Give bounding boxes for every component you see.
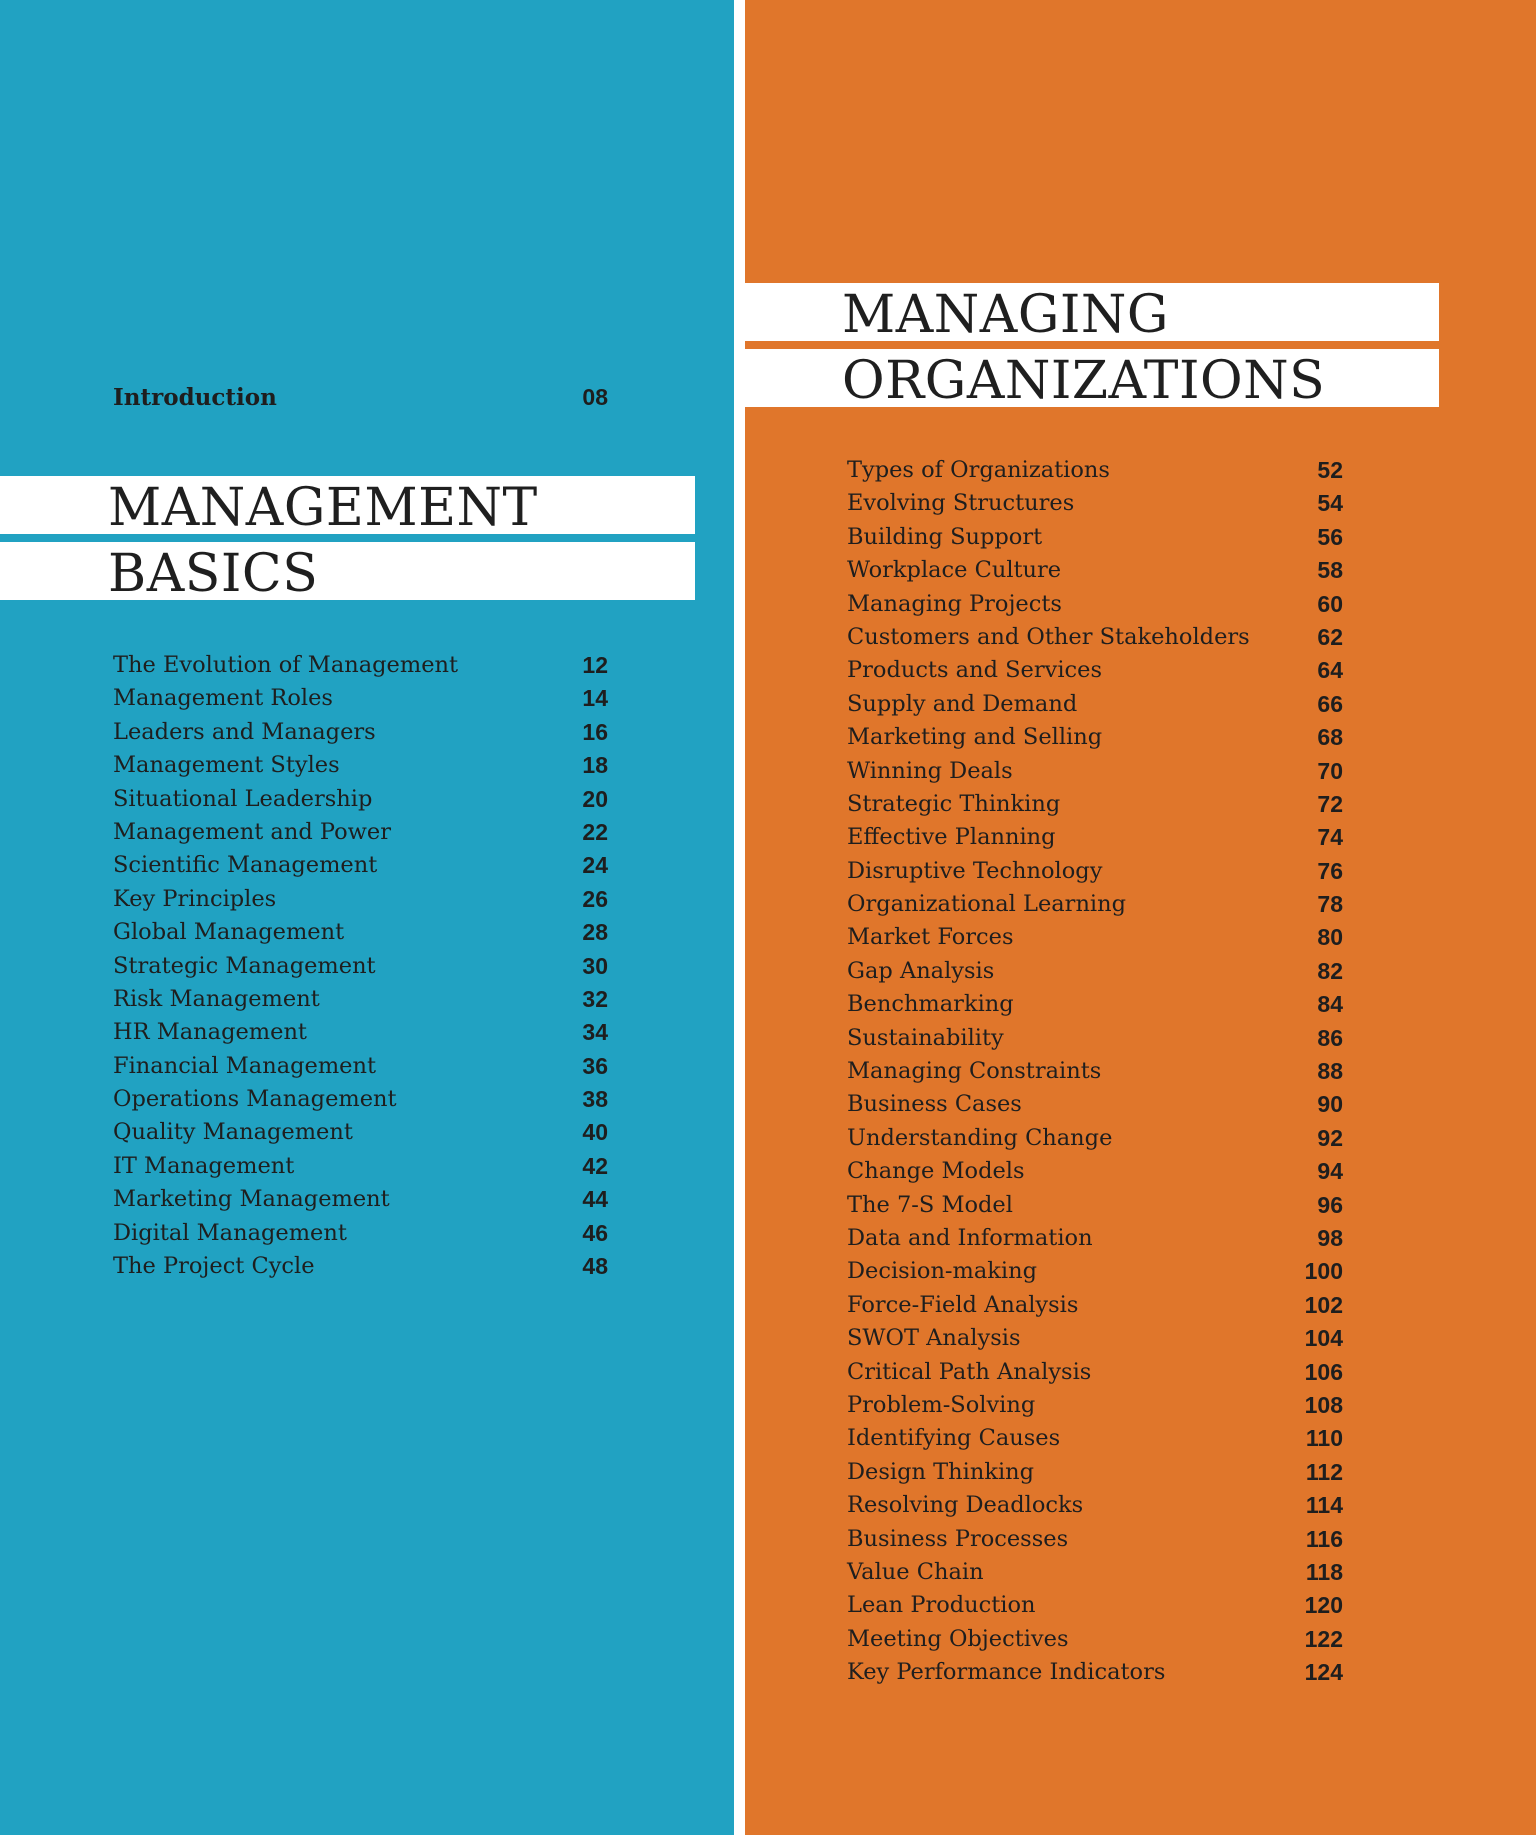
entry-page-number: 82 bbox=[1317, 957, 1343, 984]
entry-title: Marketing and Selling bbox=[847, 724, 1103, 751]
entry-page-number: 94 bbox=[1317, 1158, 1343, 1185]
toc-entry[interactable] bbox=[113, 850, 608, 883]
entry-page-number: 106 bbox=[1304, 1358, 1343, 1385]
entry-title: Financial Management bbox=[113, 1052, 377, 1079]
entry-title: Lean Production bbox=[847, 1592, 1036, 1619]
entry-page-number: 122 bbox=[1304, 1625, 1343, 1652]
entry-title: The Evolution of Management bbox=[113, 652, 459, 678]
toc-entry[interactable] bbox=[847, 522, 1343, 555]
toc-entry[interactable] bbox=[847, 1156, 1343, 1189]
toc-entry[interactable] bbox=[113, 951, 608, 984]
entry-title: Data and Information bbox=[847, 1224, 1093, 1251]
toc-entry[interactable] bbox=[847, 1590, 1343, 1623]
entry-page-number: 90 bbox=[1317, 1091, 1343, 1118]
toc-entry-introduction[interactable] bbox=[113, 384, 608, 414]
entry-page-number: 76 bbox=[1317, 857, 1343, 884]
entry-title: Meeting Objectives bbox=[847, 1625, 1069, 1652]
entry-title: Digital Management bbox=[113, 1219, 347, 1246]
entry-title: Sustainability bbox=[847, 1024, 1004, 1051]
entry-title: Value Chain bbox=[847, 1558, 984, 1585]
entry-title: Introduction bbox=[113, 384, 277, 411]
entry-title: Types of Organizations bbox=[847, 457, 1110, 483]
toc-entry[interactable] bbox=[113, 1017, 608, 1050]
toc-entry[interactable] bbox=[847, 455, 1343, 488]
entry-title: Resolving Deadlocks bbox=[847, 1492, 1084, 1519]
section-title-band-bottom bbox=[0, 542, 695, 604]
entry-title: Critical Path Analysis bbox=[847, 1358, 1092, 1385]
entry-title: Supply and Demand bbox=[847, 690, 1078, 717]
entry-title: Understanding Change bbox=[847, 1124, 1113, 1151]
entry-title: Global Management bbox=[113, 919, 345, 946]
entry-title: Building Support bbox=[847, 523, 1043, 550]
toc-entry[interactable] bbox=[847, 488, 1343, 521]
right-page bbox=[745, 0, 1536, 1835]
entry-title: Market Forces bbox=[847, 924, 1014, 951]
entry-title: Workplace Culture bbox=[847, 557, 1062, 584]
toc-entry[interactable] bbox=[847, 1457, 1343, 1490]
entry-title: Change Models bbox=[847, 1158, 1025, 1185]
toc-entry[interactable] bbox=[847, 1290, 1343, 1323]
entry-title: Management and Power bbox=[113, 818, 391, 845]
entry-title: Managing Constraints bbox=[847, 1058, 1102, 1085]
entry-title: HR Management bbox=[113, 1019, 307, 1046]
entry-page-number: 118 bbox=[1305, 1558, 1343, 1585]
toc-entry[interactable] bbox=[847, 555, 1343, 588]
entry-title: Identifying Causes bbox=[847, 1425, 1061, 1452]
entry-title: Organizational Learning bbox=[847, 891, 1127, 918]
entry-page-number: 116 bbox=[1305, 1525, 1343, 1552]
section-title-line2: BASICS bbox=[108, 544, 319, 604]
toc-entry[interactable] bbox=[113, 884, 608, 917]
entry-title: Management Roles bbox=[113, 685, 333, 712]
entry-page-number: 12 bbox=[582, 652, 608, 678]
entry-page-number: 60 bbox=[1317, 590, 1343, 617]
entry-page-number: 34 bbox=[582, 1019, 608, 1046]
entry-title: Key Principles bbox=[113, 885, 277, 912]
toc-entry[interactable] bbox=[847, 1223, 1343, 1256]
entry-page-number: 108 bbox=[1304, 1391, 1343, 1418]
toc-entry[interactable] bbox=[847, 622, 1343, 655]
entry-title: The Project Cycle bbox=[113, 1253, 315, 1280]
toc-entry[interactable] bbox=[113, 1218, 608, 1251]
entry-title: IT Management bbox=[113, 1152, 295, 1179]
entry-page-number: 88 bbox=[1317, 1058, 1343, 1085]
toc-entry[interactable] bbox=[113, 1051, 608, 1084]
toc-entry[interactable] bbox=[113, 683, 608, 716]
entry-title: Disruptive Technology bbox=[847, 857, 1103, 884]
toc-entry[interactable] bbox=[113, 784, 608, 817]
toc-entry[interactable] bbox=[113, 717, 608, 750]
entry-page-number: 40 bbox=[582, 1119, 608, 1146]
entry-page-number: 64 bbox=[1317, 657, 1343, 684]
entry-title: Management Styles bbox=[113, 752, 340, 779]
entry-page-number: 112 bbox=[1305, 1458, 1343, 1485]
entry-page-number: 110 bbox=[1305, 1425, 1343, 1452]
entry-page-number: 68 bbox=[1317, 724, 1343, 751]
entry-page-number: 104 bbox=[1304, 1325, 1343, 1352]
entry-page-number: 62 bbox=[1317, 623, 1343, 650]
toc-entry[interactable] bbox=[847, 1256, 1343, 1289]
entry-page-number: 36 bbox=[582, 1052, 608, 1079]
entry-title: Operations Management bbox=[113, 1086, 397, 1113]
entry-page-number: 66 bbox=[1317, 690, 1343, 717]
entry-page-number: 28 bbox=[582, 919, 608, 946]
entry-page-number: 14 bbox=[582, 685, 608, 712]
toc-entry[interactable] bbox=[847, 922, 1343, 955]
entry-title: Risk Management bbox=[113, 985, 320, 1012]
toc-entry[interactable] bbox=[847, 1624, 1343, 1657]
entry-page-number: 30 bbox=[582, 952, 608, 979]
toc-list-management-basics bbox=[113, 650, 608, 1284]
toc-entry[interactable] bbox=[847, 1423, 1343, 1456]
entry-title: Marketing Management bbox=[113, 1186, 390, 1213]
toc-entry[interactable] bbox=[847, 1657, 1343, 1690]
entry-title: Business Cases bbox=[847, 1091, 1022, 1118]
entry-page-number: 16 bbox=[582, 718, 608, 745]
toc-entry[interactable] bbox=[847, 1190, 1343, 1223]
entry-page-number: 08 bbox=[582, 384, 608, 410]
toc-entry[interactable] bbox=[847, 1390, 1343, 1423]
entry-page-number: 38 bbox=[582, 1086, 608, 1113]
entry-page-number: 100 bbox=[1304, 1258, 1343, 1285]
toc-entry[interactable] bbox=[847, 1123, 1343, 1156]
entry-page-number: 102 bbox=[1304, 1291, 1343, 1318]
section-title-line2: ORGANIZATIONS bbox=[842, 351, 1326, 411]
toc-entry[interactable] bbox=[847, 1323, 1343, 1356]
entry-page-number: 74 bbox=[1317, 824, 1343, 851]
toc-entry[interactable] bbox=[847, 989, 1343, 1022]
toc-entry[interactable] bbox=[847, 756, 1343, 789]
entry-page-number: 58 bbox=[1317, 557, 1343, 584]
entry-page-number: 52 bbox=[1317, 457, 1343, 483]
section-title-line1: MANAGING bbox=[842, 285, 1169, 345]
entry-page-number: 54 bbox=[1317, 490, 1343, 517]
toc-entry[interactable] bbox=[113, 817, 608, 850]
entry-title: Scientific Management bbox=[113, 852, 378, 879]
entry-page-number: 80 bbox=[1317, 924, 1343, 951]
toc-entry[interactable] bbox=[847, 956, 1343, 989]
toc-entry[interactable] bbox=[113, 650, 608, 683]
entry-title: Force-Field Analysis bbox=[847, 1291, 1079, 1318]
entry-title: Strategic Management bbox=[113, 952, 376, 979]
entry-page-number: 26 bbox=[582, 885, 608, 912]
entry-page-number: 56 bbox=[1317, 523, 1343, 550]
entry-page-number: 124 bbox=[1304, 1659, 1343, 1686]
entry-title: Key Performance Indicators bbox=[847, 1659, 1166, 1686]
entry-page-number: 32 bbox=[582, 985, 608, 1012]
entry-title: SWOT Analysis bbox=[847, 1325, 1021, 1352]
entry-title: Situational Leadership bbox=[113, 785, 373, 812]
entry-title: Decision-making bbox=[847, 1258, 1038, 1285]
toc-entry[interactable] bbox=[847, 722, 1343, 755]
toc-entry[interactable] bbox=[113, 750, 608, 783]
toc-list-managing-organizations bbox=[847, 455, 1343, 1690]
entry-title: Customers and Other Stakeholders bbox=[847, 623, 1250, 650]
entry-page-number: 98 bbox=[1317, 1224, 1343, 1251]
toc-entry[interactable] bbox=[847, 889, 1343, 922]
entry-page-number: 46 bbox=[582, 1219, 608, 1246]
entry-title: Gap Analysis bbox=[847, 957, 995, 984]
toc-entry[interactable] bbox=[113, 984, 608, 1017]
entry-page-number: 70 bbox=[1317, 757, 1343, 784]
entry-page-number: 22 bbox=[582, 818, 608, 845]
entry-title: Quality Management bbox=[113, 1119, 353, 1146]
entry-title: Winning Deals bbox=[847, 757, 1013, 784]
toc-entry[interactable] bbox=[847, 1524, 1343, 1557]
toc-entry[interactable] bbox=[847, 1490, 1343, 1523]
entry-page-number: 86 bbox=[1317, 1024, 1343, 1051]
entry-title: Evolving Structures bbox=[847, 490, 1075, 517]
entry-page-number: 78 bbox=[1317, 891, 1343, 918]
entry-title: Strategic Thinking bbox=[847, 790, 1061, 817]
toc-entry[interactable] bbox=[113, 1151, 608, 1184]
toc-entry[interactable] bbox=[847, 1023, 1343, 1056]
entry-title: Benchmarking bbox=[847, 991, 1014, 1018]
entry-page-number: 84 bbox=[1317, 991, 1343, 1018]
entry-page-number: 48 bbox=[582, 1253, 608, 1280]
toc-entry[interactable] bbox=[847, 822, 1343, 855]
toc-entry[interactable] bbox=[113, 1084, 608, 1117]
entry-page-number: 42 bbox=[582, 1152, 608, 1179]
entry-page-number: 20 bbox=[582, 785, 608, 812]
entry-page-number: 18 bbox=[582, 752, 608, 779]
entry-title: Problem-Solving bbox=[847, 1391, 1036, 1418]
entry-title: Leaders and Managers bbox=[113, 718, 376, 745]
toc-entry[interactable] bbox=[847, 789, 1343, 822]
entry-page-number: 114 bbox=[1305, 1492, 1343, 1519]
entry-title: Products and Services bbox=[847, 657, 1102, 684]
toc-entry[interactable] bbox=[847, 589, 1343, 622]
toc-entry[interactable] bbox=[113, 917, 608, 950]
entry-page-number: 92 bbox=[1317, 1124, 1343, 1151]
entry-page-number: 72 bbox=[1317, 790, 1343, 817]
entry-title: Business Processes bbox=[847, 1525, 1069, 1552]
toc-entry[interactable] bbox=[847, 1357, 1343, 1390]
entry-title: Effective Planning bbox=[847, 824, 1056, 851]
toc-entry[interactable] bbox=[847, 1056, 1343, 1089]
toc-entry[interactable] bbox=[847, 689, 1343, 722]
toc-entry[interactable] bbox=[113, 1184, 608, 1217]
toc-entry[interactable] bbox=[113, 1117, 608, 1150]
entry-page-number: 96 bbox=[1317, 1191, 1343, 1218]
toc-entry[interactable] bbox=[847, 1557, 1343, 1590]
toc-entry[interactable] bbox=[113, 1251, 608, 1284]
toc-entry[interactable] bbox=[847, 1089, 1343, 1122]
entry-page-number: 120 bbox=[1304, 1592, 1343, 1619]
entry-page-number: 44 bbox=[582, 1186, 608, 1213]
toc-entry[interactable] bbox=[847, 856, 1343, 889]
entry-title: The 7-S Model bbox=[847, 1191, 1013, 1218]
toc-entry[interactable] bbox=[847, 655, 1343, 688]
entry-title: Managing Projects bbox=[847, 590, 1062, 617]
left-page bbox=[0, 0, 734, 1835]
section-title-line1: MANAGEMENT bbox=[108, 478, 538, 538]
entry-page-number: 24 bbox=[582, 852, 608, 879]
entry-title: Design Thinking bbox=[847, 1458, 1035, 1485]
